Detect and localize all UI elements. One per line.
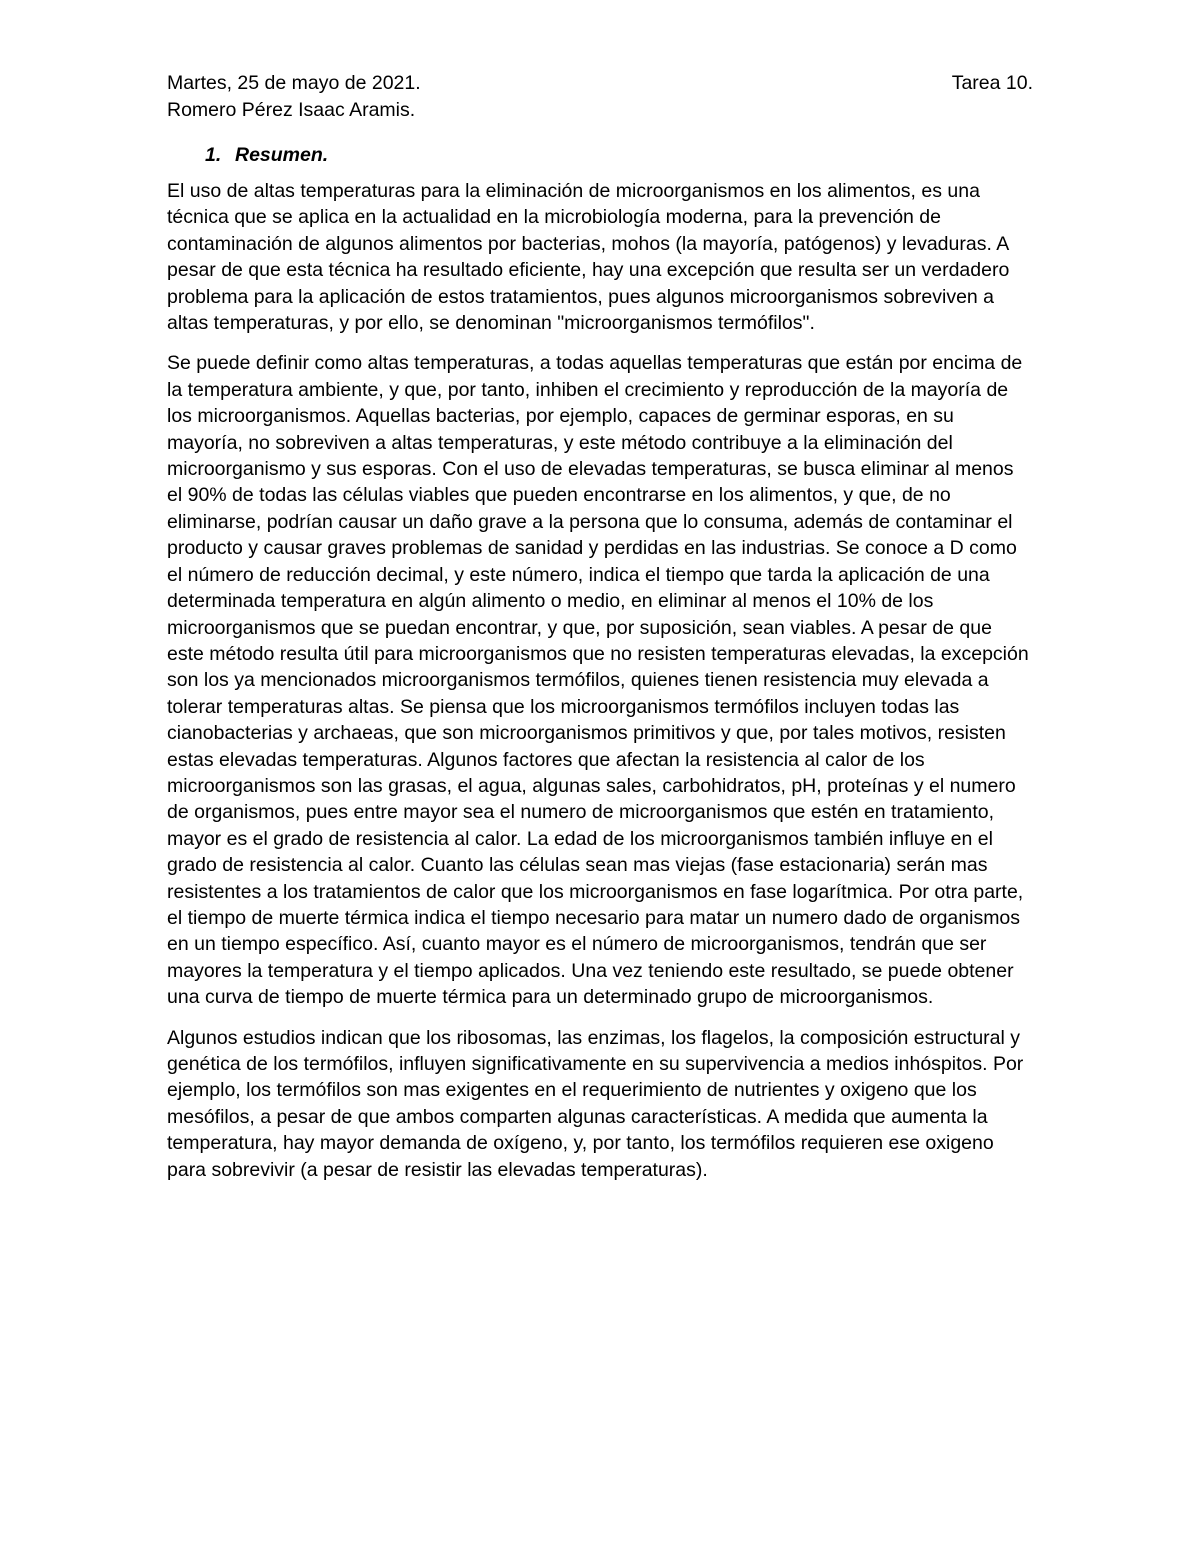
paragraph-2: Se puede definir como altas temperaturas, a todas aquellas temperaturas que están por encima de la temperatura ambiente, y que, por tanto, inhiben el crecimiento y reproducción de la mayoría de los microorganismos. Aquellas bacterias, por ejemplo, capaces de germinar esporas, en su mayoría, no sobreviven a altas temperaturas, y este método contribuye a la eliminación del microorganismo y sus esporas. Con el uso de elevadas temperaturas, se busca eliminar al menos el 90% de todas las células viables que pueden encontrarse en los alimentos, y que, de no eliminarse, podrían causar un daño grave a la persona que lo consuma, además de contaminar el producto y causar graves problemas de sanidad y perdidas en las industrias. Se conoce a D como el número de reducción decimal, y este número, indica el tiempo que tarda la aplicación de una determinada temperatura en algún alimento o medio, en eliminar al menos el 10% de los microorganismos que se puedan encontrar, y que, por suposición, sean viables. A pesar de que este método resulta útil para microorganismos que no resisten temperaturas elevadas, la excepción son los ya mencionados microorganismos termófilos, quienes tienen resistencia muy elevada a tolerar temperaturas altas. Se piensa que los microorganismos termófilos incluyen todas las cianobacterias y archaeas, que son microorganismos primitivos y que, por tales motivos, resisten estas elevadas temperaturas. Algunos factores que afectan la resistencia al calor de los microorganismos son las grasas, el agua, algunas sales, carbohidratos, pH, proteínas y el numero de organismos, pues entre mayor sea el numero de microorganismos que estén en tratamiento, mayor es el grado de resistencia al calor. La edad de los microorganismos también influye en el grado de resistencia al calor. Cuanto las células sean mas viejas (fase estacionaria) serán mas resistentes a los tratamientos de calor que los microorganismos en fase logarítmica. Por otra parte, el tiempo de muerte térmica indica el tiempo necesario para matar un numero dado de organismos en un tiempo específico. Así, cuanto mayor es el número de microorganismos, tendrán que ser mayores la temperatura y el tiempo aplicados. Una vez teniendo este resultado, se puede obtener una curva de tiempo de muerte térmica para un determinado grupo de microorganismos.	[167, 352, 1029, 1009]
document-header	[167, 70, 1033, 97]
header-author: Romero Pérez Isaac Aramis.	[167, 99, 416, 121]
section-title: Resumen.	[235, 144, 329, 166]
section-number: 1.	[205, 144, 222, 166]
document-page	[167, 70, 1033, 1183]
header-assignment: Tarea 10.	[951, 72, 1033, 94]
paragraph-3: Algunos estudios indican que los ribosomas, las enzimas, los flagelos, la composición estructural y genética de los termófilos, influyen significativamente en su supervivencia a medios inhóspitos. Por ejemplo, los termófilos son mas exigentes en el requerimiento de nutrientes y oxigeno que los mesófilos, a pesar de que ambos comparten algunas características. A medida que aumenta la temperatura, hay mayor demanda de oxígeno, y, por tanto, los termófilos requieren ese oxigeno para sobrevivir (a pesar de resistir las elevadas temperaturas).	[167, 1026, 1024, 1181]
section-heading	[205, 142, 1033, 169]
paragraph-1: El uso de altas temperaturas para la eliminación de microorganismos en los alimentos, es una técnica que se aplica en la actualidad en la microbiología moderna, para la prevención de contaminación de algunos alimentos por bacterias, mohos (la mayoría, patógenos) y levaduras. A pesar de que esta técnica ha resultado eficiente, hay una excepción que resulta ser un verdadero problema para la aplicación de estos tratamientos, pues algunos microorganismos sobreviven a altas temperaturas, y por ello, se denominan "microorganismos termófilos".	[167, 180, 1010, 335]
header-date: Martes, 25 de mayo de 2021.	[167, 72, 421, 94]
